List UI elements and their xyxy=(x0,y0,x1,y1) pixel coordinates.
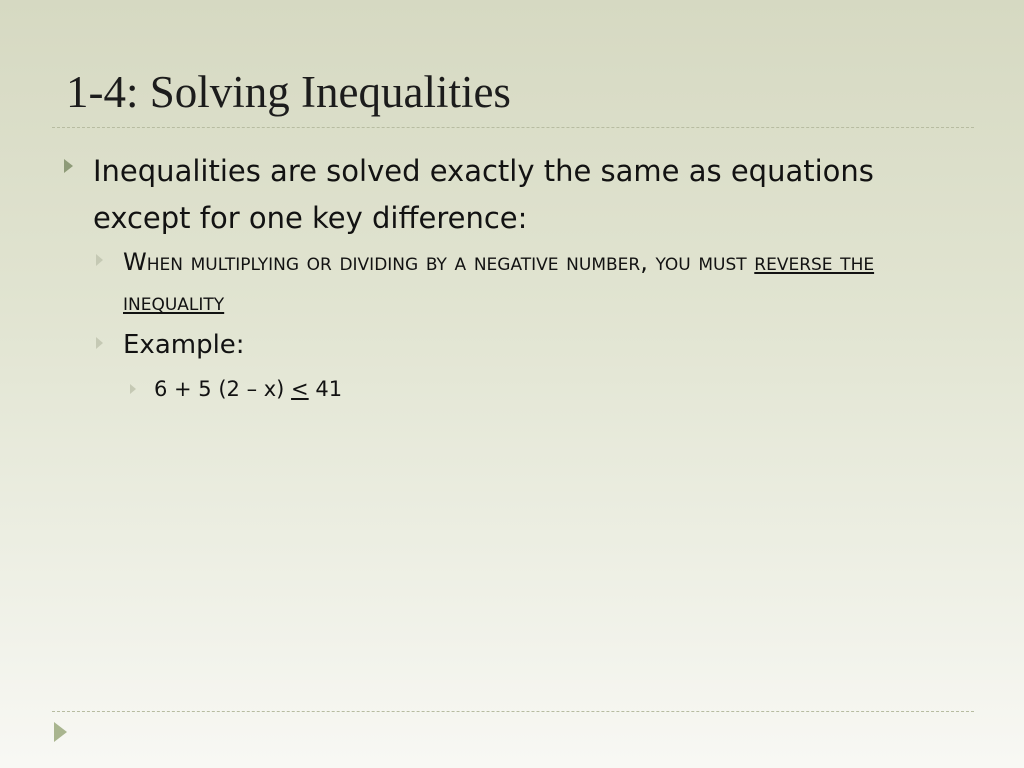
footer-divider xyxy=(52,711,974,712)
bullet-example xyxy=(96,325,245,365)
slide-title: 1-4: Solving Inequalities xyxy=(66,67,511,117)
bullet-rule-text xyxy=(123,242,926,322)
rule-prefix: When multiplying or dividing by a negative number, you must xyxy=(123,248,755,276)
bullet-example-expression xyxy=(130,372,342,406)
title-divider xyxy=(52,127,974,128)
sub-bullet-arrow-icon xyxy=(96,254,103,266)
example-label: Example: xyxy=(123,330,245,360)
bullet-main-text: Inequalities are solved exactly the same as equations except for one key difference: xyxy=(93,154,874,235)
bullet-rule xyxy=(96,242,926,322)
sub-sub-bullet-arrow-icon xyxy=(130,384,136,394)
expression-lhs: 6 + 5 (2 – x) xyxy=(154,377,292,401)
bullet-arrow-icon xyxy=(64,159,73,173)
play-icon[interactable] xyxy=(54,722,67,742)
less-than-or-equal-sign: < xyxy=(291,377,309,401)
rule-emphasis: reverse the inequality xyxy=(123,248,875,316)
example-expression xyxy=(154,372,342,406)
sub-bullet-arrow-icon xyxy=(96,337,103,349)
bullet-main xyxy=(64,148,924,242)
expression-rhs: 41 xyxy=(308,377,343,401)
